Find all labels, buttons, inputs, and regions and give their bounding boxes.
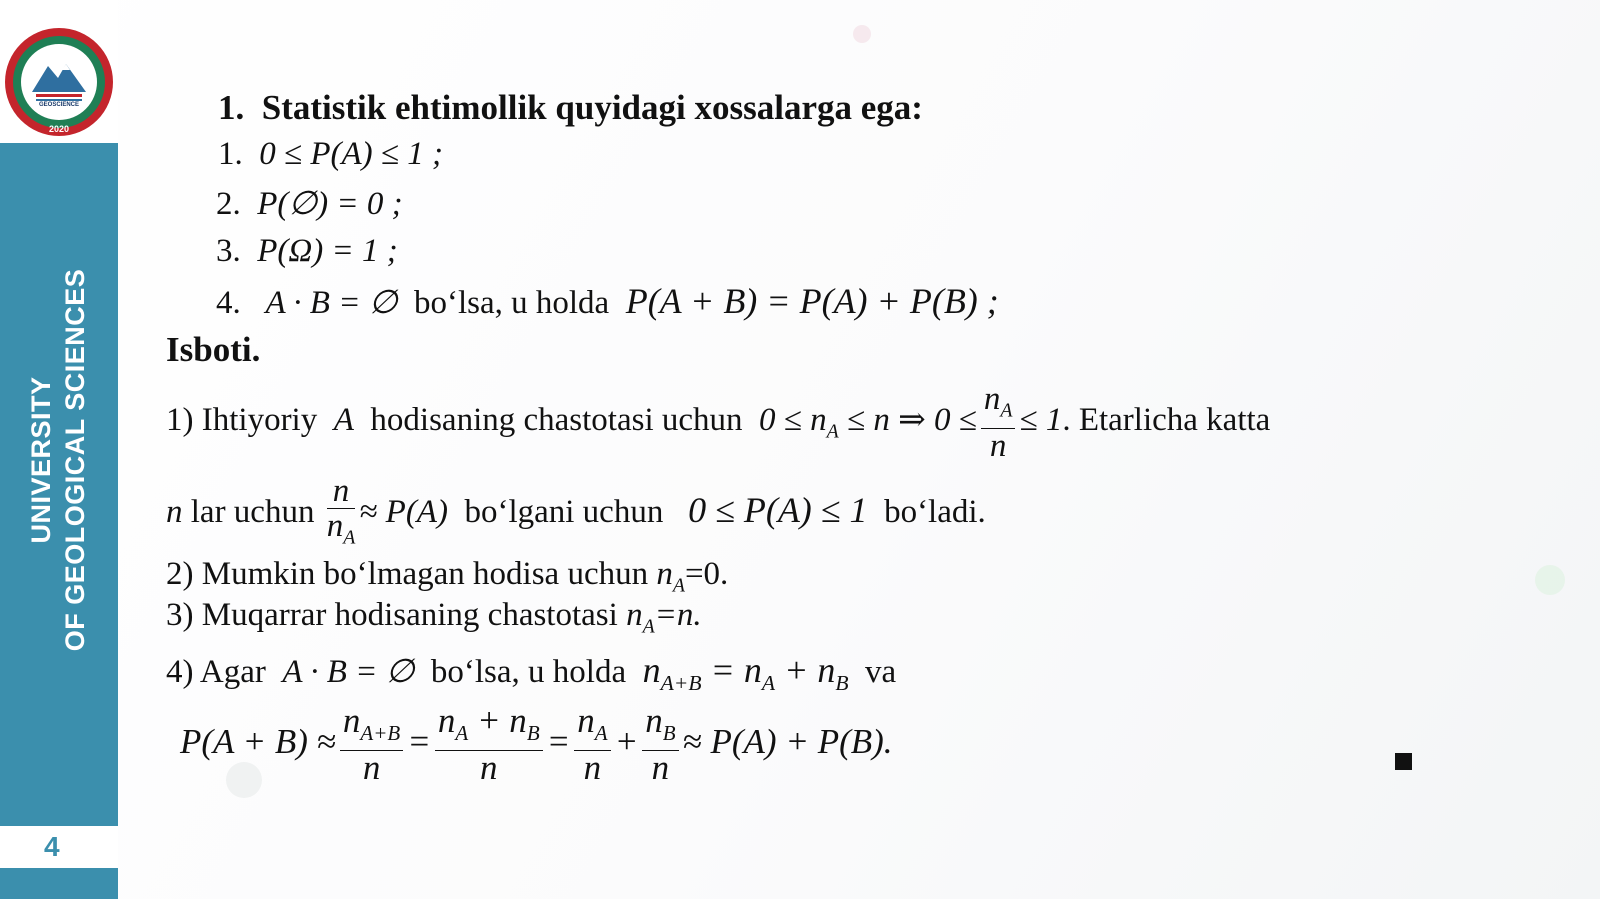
proof-var-sub: A xyxy=(672,574,685,597)
fraction xyxy=(981,382,1016,463)
formula-end: . xyxy=(883,722,893,761)
proof-var: A xyxy=(333,402,354,438)
fraction-sub: A xyxy=(455,721,469,746)
proof-text: 3) Muqarrar hodisaning chastotasi xyxy=(166,597,618,633)
property-2 xyxy=(216,184,403,224)
qed-square-icon xyxy=(1395,753,1412,770)
decor-blob xyxy=(853,25,871,43)
proof-value: =0. xyxy=(684,556,729,592)
fraction xyxy=(574,701,610,788)
proof-formula: = n xyxy=(710,650,762,690)
proof-var: n xyxy=(656,556,673,592)
fraction-denominator: n xyxy=(651,748,670,788)
proof-formula: n xyxy=(642,650,661,690)
proof-formula-sub: B xyxy=(835,671,849,696)
proof-var-sub: A xyxy=(642,615,655,638)
fraction xyxy=(340,701,403,788)
proof-text: lar uchun xyxy=(190,494,315,530)
university-name-line1: UNIVERSITY xyxy=(26,376,56,544)
university-logo xyxy=(2,24,116,140)
property-formula: P(∅) = 0 ; xyxy=(257,186,403,222)
formula-lhs: P(A + B) ≈ xyxy=(180,722,336,761)
slide-title-number: 1. xyxy=(218,88,245,127)
fraction-sub: A xyxy=(1000,399,1013,422)
proof-step-1-continued xyxy=(166,470,986,555)
slide-title-text: Statistik ehtimollik quyidagi xossalarga ega: xyxy=(261,88,923,127)
proof-formula: A · B = ∅ xyxy=(282,654,415,690)
proof-var: n xyxy=(626,597,643,633)
final-formula xyxy=(180,701,893,788)
property-formula: A · B = ∅ xyxy=(265,285,398,321)
property-formula: 0 ≤ P(A) ≤ 1 ; xyxy=(259,136,444,172)
fraction xyxy=(327,474,356,555)
formula-operator: = xyxy=(407,722,431,761)
property-number: 2. xyxy=(216,186,241,222)
proof-value: =n. xyxy=(654,597,702,633)
proof-text: 4) Agar xyxy=(166,654,266,690)
proof-text: . Etarlicha katta xyxy=(1062,402,1271,438)
property-formula: P(Ω) = 1 ; xyxy=(257,233,398,269)
proof-text: hodisaning chastotasi uchun xyxy=(370,402,743,438)
property-number: 3. xyxy=(216,233,241,269)
property-4 xyxy=(216,281,999,323)
fraction-sub: A+B xyxy=(360,721,401,746)
proof-step-1 xyxy=(166,380,1270,472)
proof-step-4 xyxy=(166,650,896,703)
proof-formula: + n xyxy=(784,650,836,690)
property-1 xyxy=(218,134,443,174)
proof-text: bo‘lgani uchun xyxy=(464,494,664,530)
property-3 xyxy=(216,231,398,271)
fraction-numerator: n xyxy=(437,701,456,741)
proof-formula: 0 ≤ P(A) ≤ 1 xyxy=(688,490,868,530)
proof-formula-sub: A xyxy=(826,420,839,443)
fraction-denominator: n xyxy=(362,748,381,788)
fraction-sub: A xyxy=(343,526,356,549)
fraction-numerator: n xyxy=(983,381,1001,418)
proof-formula: ≈ P(A) xyxy=(359,494,448,530)
property-number: 4. xyxy=(216,285,241,321)
fraction-numerator: n xyxy=(577,701,595,741)
proof-text: 2) Mumkin bo‘lmagan hodisa uchun xyxy=(166,556,649,592)
sidebar xyxy=(0,0,118,899)
university-name xyxy=(24,269,92,652)
fraction-sub: A xyxy=(594,721,608,746)
proof-formula-sub: A+B xyxy=(660,671,702,696)
proof-formula: ≤ 1 xyxy=(1019,402,1063,438)
fraction xyxy=(642,701,678,788)
proof-formula-sub: A xyxy=(761,671,776,696)
university-name-line2: OF GEOLOGICAL SCIENCES xyxy=(60,268,90,652)
proof-heading: Isboti. xyxy=(166,330,261,369)
formula-operator: + xyxy=(614,722,639,761)
proof-var: n xyxy=(166,494,183,530)
proof-formula: ≤ n ⇒ 0 ≤ xyxy=(846,402,977,438)
slide-title xyxy=(218,88,923,128)
page-number: 4 xyxy=(0,826,118,868)
proof-text: 1) Ihtiyoriy xyxy=(166,402,318,438)
proof-text: va xyxy=(865,654,897,690)
proof-text: bo‘lsa, u holda xyxy=(430,654,627,690)
property-text: bo‘lsa, u holda xyxy=(413,285,610,321)
logo-center-text: GEOSCIENCE xyxy=(38,102,80,108)
decor-blob xyxy=(1535,565,1565,595)
proof-step-3 xyxy=(166,595,702,647)
fraction-numerator: n xyxy=(327,474,356,509)
fraction-denominator: n xyxy=(583,748,602,788)
property-number: 1. xyxy=(218,136,243,172)
proof-text: bo‘ladi. xyxy=(884,494,986,530)
fraction xyxy=(435,701,543,788)
formula-operator: = xyxy=(546,722,571,761)
fraction-numerator: n xyxy=(645,701,663,741)
fraction-numerator: + n xyxy=(476,701,527,741)
property-formula: P(A + B) = P(A) + P(B) ; xyxy=(625,281,999,321)
fraction-denominator: n xyxy=(480,748,498,788)
fraction-denominator: n xyxy=(326,508,344,545)
proof-formula: 0 ≤ n xyxy=(759,402,827,438)
logo-year: 2020 xyxy=(48,124,70,134)
formula-rhs: ≈ P(A) + P(B) xyxy=(682,722,884,761)
logo-box xyxy=(0,0,118,143)
fraction-denominator: n xyxy=(989,427,1007,464)
fraction-sub: B xyxy=(526,721,540,746)
fraction-numerator: n xyxy=(342,701,361,741)
fraction-sub: B xyxy=(662,721,676,746)
